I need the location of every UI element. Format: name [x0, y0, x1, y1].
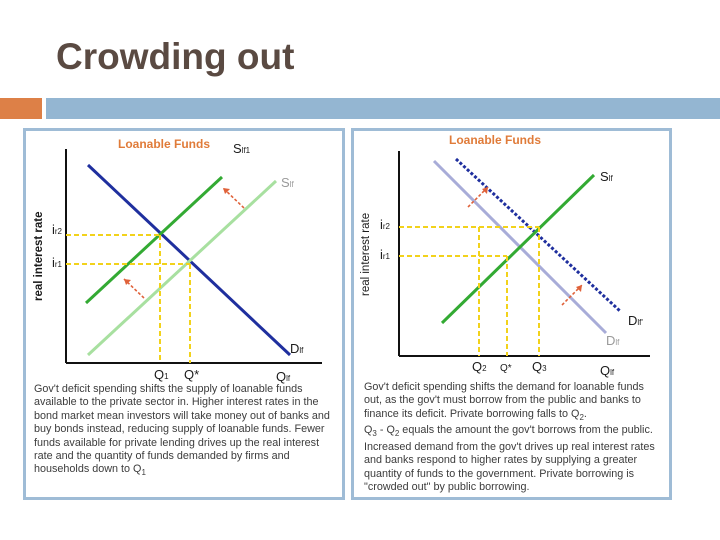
right-caption-period: . — [583, 407, 587, 420]
right-x-axis-label: Q — [600, 363, 611, 378]
right-supply-curve — [442, 175, 594, 323]
accent-bar-blue — [46, 98, 720, 119]
right-caption-sub-1: 2 — [579, 412, 584, 422]
left-diagram-panel — [23, 128, 345, 500]
right-caption-text-2: equals the amount the gov't borrows from the public. Increased demand from the gov't drives up real interest rates and banks respond to higher rates by supplying a greater quantity of funds to the government. Private borrowing is "crowded out" by public borrowing. — [364, 424, 655, 494]
svg-text:Dlf: Dlf — [290, 341, 304, 356]
svg-text:Dlf: Dlf — [606, 333, 620, 348]
right-caption-sub-2: 2 — [394, 429, 400, 439]
svg-text:ir1: ir1 — [380, 247, 391, 262]
svg-text:Slf: Slf — [281, 175, 294, 190]
left-supply-label: S — [281, 175, 290, 190]
svg-text:ir2: ir2 — [52, 222, 63, 237]
right-diagram — [354, 131, 669, 381]
svg-text:Dlf': Dlf' — [628, 313, 643, 328]
right-qstar-label: Q* — [500, 363, 512, 374]
right-caption-paragraph-2 — [364, 424, 662, 494]
left-q1-label: Q — [154, 367, 165, 382]
svg-text:ir2: ir2 — [380, 217, 391, 232]
svg-text:Q3: Q3 — [532, 359, 547, 374]
svg-text:Slf: Slf — [600, 169, 613, 184]
left-qstar-label: Q* — [184, 367, 200, 382]
right-q2-label: Q — [472, 359, 483, 374]
svg-text:Qlf: Qlf — [600, 363, 615, 378]
left-caption-text: Gov't deficit spending shifts the supply of loanable funds available to the private sector in. Higher interest rates in the bond market mean investors will take money out of banks and buy bonds instead, reducing supply of loanable funds. Fewer funds available for private lending drives up the real interest rate and the quantity of funds demanded by firms and households down to Q — [34, 383, 330, 476]
right-caption-minus-q: - Q — [376, 424, 395, 437]
right-rate-low-label: i — [380, 247, 383, 262]
left-rate-high-label: i — [52, 222, 55, 237]
right-caption — [364, 381, 662, 495]
right-caption-paragraph-1 — [364, 381, 662, 424]
left-shift-arrowhead-lower — [124, 279, 131, 285]
svg-text:Slf1: Slf1 — [233, 141, 251, 156]
right-diagram-title: Loanable Funds — [449, 133, 542, 147]
right-y-axis-label: real interest rate — [360, 212, 372, 296]
left-supply-curve-shifted — [86, 177, 222, 303]
left-supply-curve-original — [88, 181, 276, 355]
svg-text:Q2: Q2 — [472, 359, 487, 374]
left-supply-shifted-label: S — [233, 141, 242, 156]
left-x-axis-label: Q — [276, 369, 287, 384]
right-q3-label: Q — [532, 359, 543, 374]
left-diagram-title: Loanable Funds — [118, 137, 211, 151]
left-y-axis-label: real interest rate — [33, 211, 45, 301]
left-caption — [34, 383, 334, 480]
right-caption-text-1: Gov't deficit spending shifts the demand for loanable funds out, as the gov't must borrow from the public and banks to finance its deficit. Private borrowing falls to Q — [364, 381, 644, 420]
svg-text:Q1: Q1 — [154, 367, 169, 382]
right-demand-label: D — [606, 333, 616, 348]
left-caption-sub: 1 — [141, 468, 146, 478]
left-diagram — [26, 131, 342, 384]
slide-title: Crowding out — [56, 36, 295, 77]
right-caption-q3: Q — [364, 424, 373, 437]
left-rate-low-label: i — [52, 255, 55, 270]
accent-bar-orange — [0, 98, 42, 119]
right-diagram-panel — [351, 128, 672, 500]
right-demand-shifted-label: D — [628, 313, 638, 328]
svg-text:ir1: ir1 — [52, 255, 63, 270]
left-demand-label: D — [290, 341, 300, 356]
right-rate-high-label: i — [380, 217, 383, 232]
right-caption-sub-3: 3 — [372, 429, 377, 439]
svg-text:Qlf: Qlf — [276, 369, 291, 384]
right-supply-label: S — [600, 169, 609, 184]
